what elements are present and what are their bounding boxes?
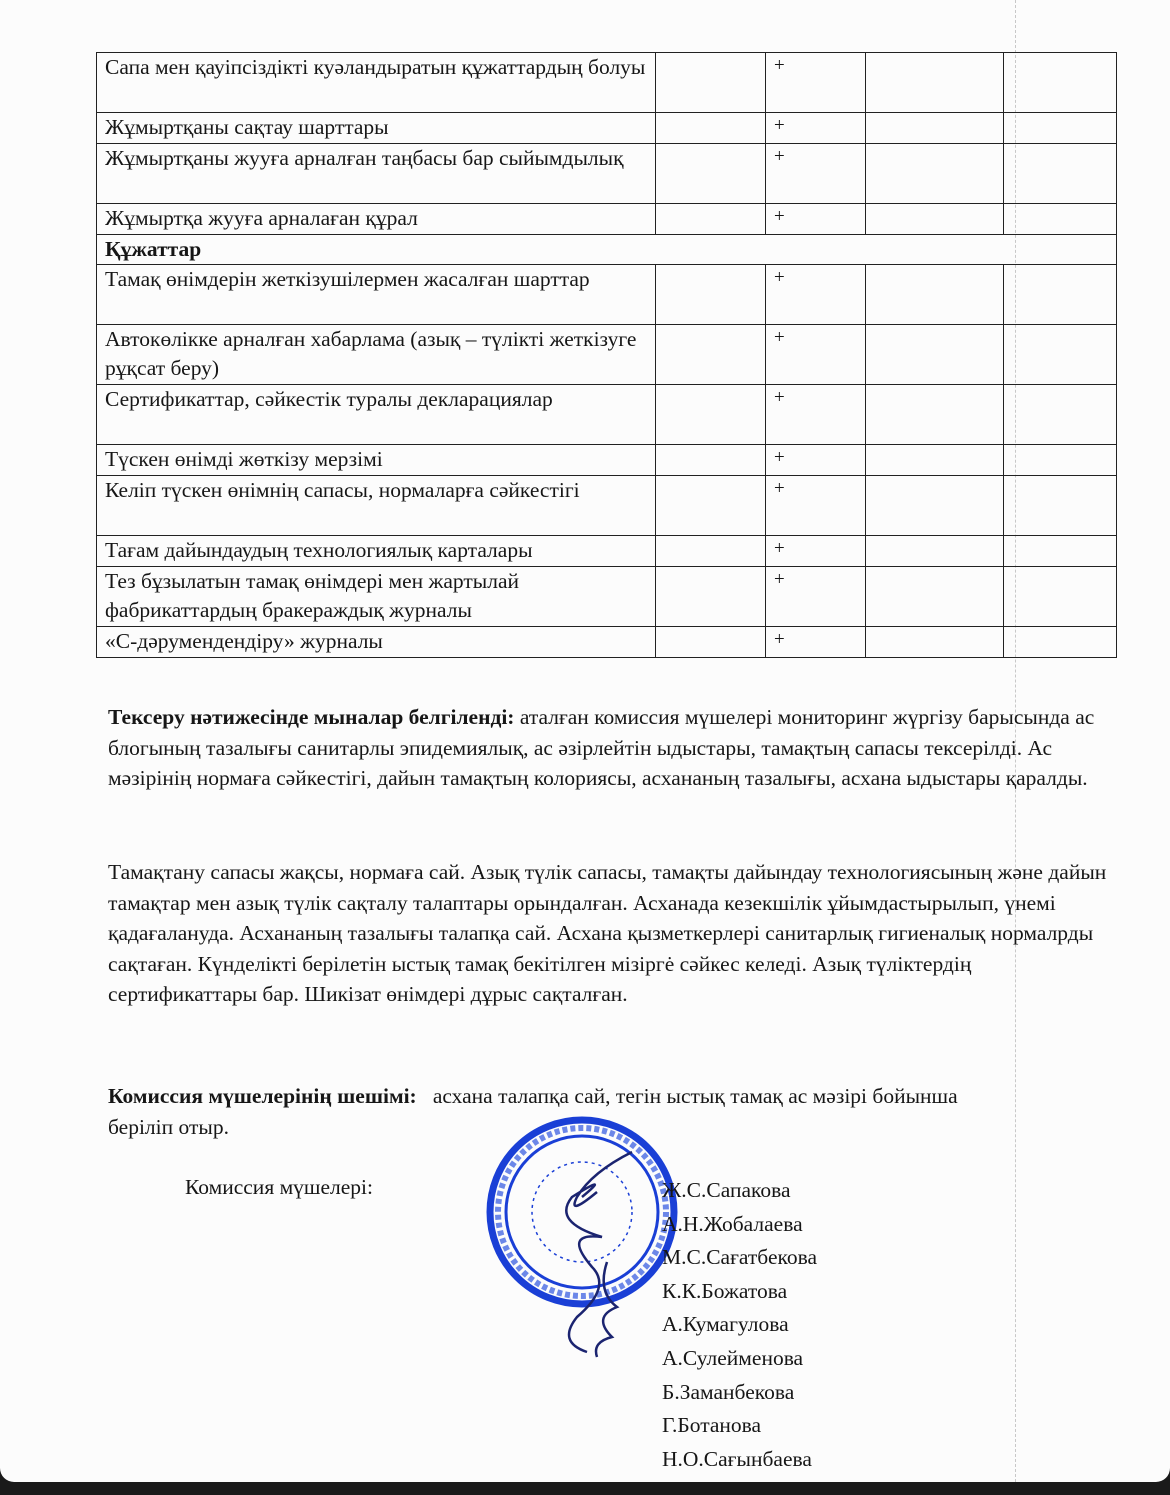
row-cell-col2 <box>656 113 766 144</box>
row-cell-col5 <box>1004 265 1117 325</box>
row-cell-col3: + <box>766 144 866 204</box>
row-label: Түскен өнімді жөткізу мерзімі <box>97 445 656 476</box>
table-row <box>97 325 1117 385</box>
row-cell-col4 <box>866 385 1004 445</box>
row-cell-col2 <box>656 627 766 658</box>
row-label: Тамақ өнімдерін жеткізушілермен жасалған шарттар <box>97 265 656 325</box>
row-label: Тағам дайындаудың технологиялық карталары <box>97 536 656 567</box>
row-cell-col2 <box>656 567 766 627</box>
row-cell-col2 <box>656 325 766 385</box>
assessment-paragraph: Тамақтану сапасы жақсы, нормаға сай. Азық түлік сапасы, тамақты дайындау технологиясының және дайын тамақтар мен азық түлік сақталу талаптары орындалған. Асханада кезекшілік ұйымдастырылып, үнемі қадағалануда. Асхананың тазалығы талапқа сай. Асхана қызметкерлері санитарлық гигиеналық нормалрды сақтаған. Күнделікті берілетін ыстық тамақ бекітілген мізіргė сәйкес келеді. Азық түліктердің сертификаттары бар. Шикізат өнімдері дұрыс сақталған. <box>108 860 1107 1006</box>
row-cell-col2 <box>656 265 766 325</box>
table-row <box>97 476 1117 536</box>
row-cell-col3: + <box>766 265 866 325</box>
row-cell-col3: + <box>766 325 866 385</box>
row-cell-col3: + <box>766 445 866 476</box>
row-cell-col4 <box>866 204 1004 235</box>
member-name: А.Н.Жобалаева <box>662 1211 803 1236</box>
table-row <box>97 536 1117 567</box>
row-cell-col5 <box>1004 445 1117 476</box>
member-name: А.Кумагулова <box>662 1312 789 1337</box>
member-name: Б.Заманбекова <box>662 1379 795 1404</box>
table-row <box>97 144 1117 204</box>
row-cell-col5 <box>1004 144 1117 204</box>
findings-heading: Тексеру нәтижесінде мыналар белгіленді: <box>108 705 515 729</box>
members-label: Комиссия мүшелері: <box>185 1175 373 1199</box>
table-row <box>97 53 1117 113</box>
row-cell-col4 <box>866 476 1004 536</box>
row-cell-col3: + <box>766 536 866 567</box>
row-cell-col5 <box>1004 204 1117 235</box>
official-stamp-icon <box>482 1112 682 1362</box>
row-label: Тез бұзылатын тамақ өнімдері мен жартылай фабрикаттардың бракераждық журналы <box>97 567 656 627</box>
decision-text: асхана талапқа сай, тегін ыстық тамақ ас мәзірі бойынша беріліп отыр. <box>108 1084 964 1139</box>
row-cell-col4 <box>866 325 1004 385</box>
row-label: Автокөлікке арналған хабарлама (азық – түлікті жеткізуге рұқсат беру) <box>97 325 656 385</box>
row-label: Жұмыртқаны сақтау шарттары <box>97 113 656 144</box>
row-cell-col3: + <box>766 204 866 235</box>
table-row <box>97 445 1117 476</box>
row-cell-col2 <box>656 204 766 235</box>
row-cell-col2 <box>656 476 766 536</box>
row-cell-col3: + <box>766 567 866 627</box>
row-cell-col4 <box>866 144 1004 204</box>
row-label: Сертификаттар, сәйкестік туралы декларациялар <box>97 385 656 445</box>
checklist-table <box>96 52 1117 658</box>
table-row <box>97 265 1117 325</box>
members-list <box>662 1174 817 1476</box>
row-cell-col5 <box>1004 53 1117 113</box>
row-cell-col4 <box>866 567 1004 627</box>
row-cell-col4 <box>866 627 1004 658</box>
row-cell-col4 <box>866 53 1004 113</box>
row-cell-col5 <box>1004 536 1117 567</box>
member-name: К.К.Божатова <box>662 1278 788 1303</box>
row-label: Келіп түскен өнімнің сапасы, нормаларға сәйкестігі <box>97 476 656 536</box>
table-row <box>97 627 1117 658</box>
row-cell-col5 <box>1004 627 1117 658</box>
table-row <box>97 113 1117 144</box>
bottom-bar <box>0 1482 1170 1495</box>
row-cell-col5 <box>1004 113 1117 144</box>
row-cell-col4 <box>866 445 1004 476</box>
row-cell-col5 <box>1004 385 1117 445</box>
row-cell-col5 <box>1004 567 1117 627</box>
table-row <box>97 385 1117 445</box>
row-cell-col2 <box>656 445 766 476</box>
row-cell-col3: + <box>766 476 866 536</box>
member-name: М.С.Сағатбекова <box>662 1245 818 1270</box>
row-label: Жұмыртқаны жууға арналған таңбасы бар сыйымдылық <box>97 144 656 204</box>
row-cell-col3: + <box>766 113 866 144</box>
row-cell-col2 <box>656 385 766 445</box>
row-cell-col2 <box>656 53 766 113</box>
row-cell-col3: + <box>766 385 866 445</box>
member-name: Г.Ботанова <box>662 1413 762 1438</box>
table-section-row <box>97 235 1117 265</box>
decision-heading: Комиссия мүшелерінің шешімі: <box>108 1084 417 1108</box>
row-label: Сапа мен қауіпсіздікті куәландыратын құжаттардың болуы <box>97 53 656 113</box>
row-cell-col4 <box>866 536 1004 567</box>
row-cell-col5 <box>1004 476 1117 536</box>
row-cell-col5 <box>1004 325 1117 385</box>
row-cell-col4 <box>866 265 1004 325</box>
member-name: Ж.С.Сапакова <box>662 1178 791 1202</box>
table-row <box>97 204 1117 235</box>
row-label: «С-дәрумендендіру» журналы <box>97 627 656 658</box>
row-label: Жұмыртқа жууға арналаған құрал <box>97 204 656 235</box>
row-cell-col3: + <box>766 53 866 113</box>
member-name: А.Сулейменова <box>662 1345 804 1370</box>
row-cell-col3: + <box>766 627 866 658</box>
table-row <box>97 567 1117 627</box>
row-cell-col2 <box>656 144 766 204</box>
row-cell-col4 <box>866 113 1004 144</box>
section-heading: Құжаттар <box>97 235 1117 265</box>
member-name: Н.О.Сағынбаева <box>662 1446 812 1471</box>
findings-paragraph <box>108 702 1118 794</box>
row-cell-col2 <box>656 536 766 567</box>
findings-text: аталған комиссия мүшелері мониторинг жүргізу барысында ас блогының тазалығы санитарлы эпидемиялық, ас әзірлейтін ыдыстары, тамақтың сапасы тексерілді. Ас мәзірінің нормаға сәйкестігі, дайын тамақтың колориясы, асхананың тазалығы, асхана ыдыстары қаралды. <box>108 705 1095 790</box>
